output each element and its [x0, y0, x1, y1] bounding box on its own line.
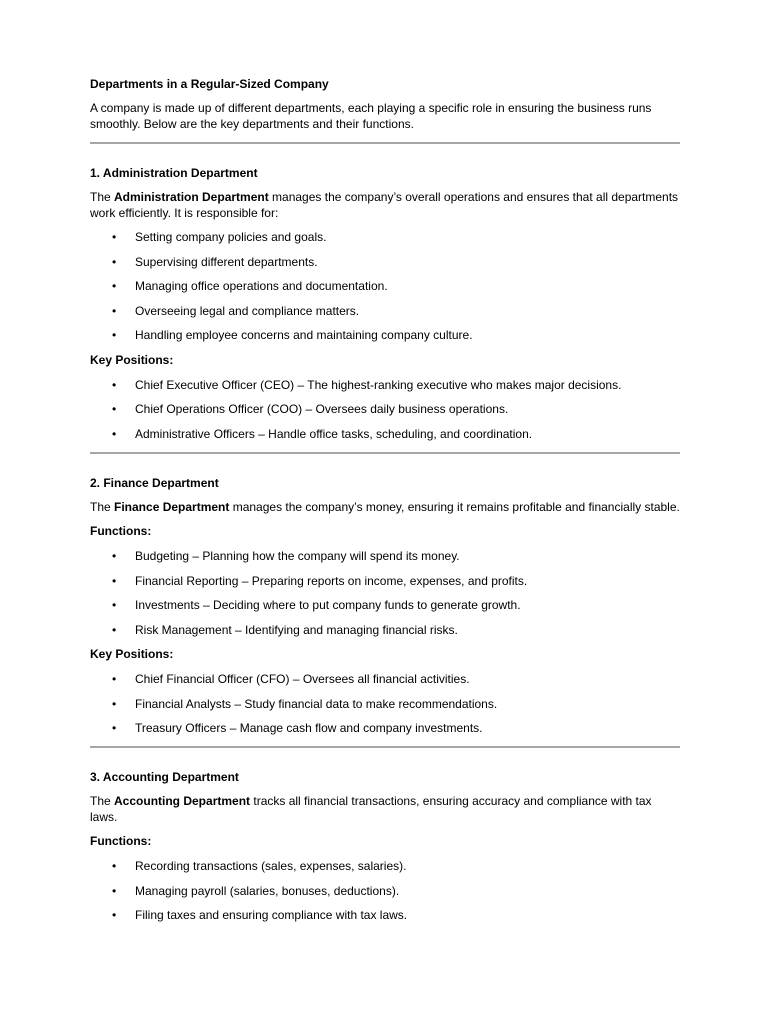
finance-functions-list — [90, 548, 680, 638]
list-item — [90, 858, 680, 874]
document-page — [90, 76, 680, 932]
bullet-icon: • — [112, 598, 117, 612]
list-item — [90, 327, 680, 343]
list-item — [90, 622, 680, 638]
finance-lead-pre: The — [90, 499, 115, 514]
accounting-lead-bold: Accounting Department — [114, 794, 251, 808]
list-item-text: Recording transactions (sales, expenses, salaries). — [135, 859, 407, 873]
accounting-heading: 3. Accounting Department — [90, 770, 239, 784]
bullet-icon: • — [112, 622, 117, 637]
accounting-lead-paragraph — [90, 794, 680, 825]
admin-positions-list — [90, 377, 680, 442]
finance-lead-paragraph — [90, 500, 680, 516]
finance-key-positions-label: Key Positions: — [90, 647, 174, 661]
bullet-icon: • — [112, 303, 117, 318]
finance-lead-bold: Finance Department — [114, 499, 230, 514]
list-item — [90, 303, 680, 319]
list-item-text: Managing payroll (salaries, bonuses, deductions). — [135, 883, 400, 898]
accounting-lead-post: tracks all financial transactions, ensuring accuracy and compliance with tax laws. — [90, 794, 652, 824]
list-item-text: Financial Analysts – Study financial data to make recommendations. — [135, 696, 498, 711]
section-divider — [90, 142, 680, 144]
list-item-text: Setting company policies and goals. — [135, 230, 327, 244]
list-item — [90, 573, 680, 589]
bullet-icon: • — [112, 696, 117, 711]
bullet-icon: • — [112, 859, 117, 873]
list-item-text: Administrative Officers – Handle office tasks, scheduling, and coordination. — [135, 426, 533, 441]
bullet-icon: • — [112, 254, 117, 269]
list-item-text: Risk Management – Identifying and managing financial risks. — [135, 622, 458, 637]
admin-key-positions-label: Key Positions: — [90, 352, 174, 367]
finance-functions-label: Functions: — [90, 524, 152, 538]
list-item-text: Managing office operations and documentation. — [135, 279, 388, 293]
finance-heading: 2. Finance Department — [90, 475, 219, 490]
list-item — [90, 254, 680, 270]
bullet-icon: • — [112, 549, 117, 563]
bullet-icon: • — [112, 230, 117, 244]
document-title: Departments in a Regular-Sized Company — [90, 77, 329, 91]
admin-lead-pre: The — [90, 190, 115, 204]
bullet-icon: • — [112, 328, 117, 342]
list-item — [90, 597, 680, 613]
section-divider — [90, 746, 680, 748]
list-item-text: Investments – Deciding where to put company funds to generate growth. — [135, 598, 521, 612]
bullet-icon: • — [112, 402, 117, 416]
bullet-icon: • — [112, 721, 117, 735]
bullet-icon: • — [112, 279, 117, 293]
list-item-text: Chief Financial Officer (CFO) – Oversees all financial activities. — [135, 672, 470, 686]
admin-responsibilities-list — [90, 229, 680, 343]
list-item-text: Supervising different departments. — [135, 254, 318, 269]
list-item-text: Financial Reporting – Preparing reports on income, expenses, and profits. — [135, 573, 528, 588]
intro-paragraph: A company is made up of different departments, each playing a specific role in ensuring the business runs smoothly. Below are the key departments and their functions. — [90, 101, 652, 131]
list-item-text: Treasury Officers – Manage cash flow and company investments. — [135, 721, 483, 735]
list-item — [90, 720, 680, 736]
finance-lead-post: manages the company’s money, ensuring it remains profitable and financially stable. — [229, 499, 680, 514]
list-item-text: Chief Executive Officer (CEO) – The highest-ranking executive who makes major decisions. — [135, 377, 622, 392]
admin-lead-bold: Administration Department — [114, 190, 269, 204]
bullet-icon: • — [112, 573, 117, 588]
list-item — [90, 229, 680, 245]
list-item-text: Chief Operations Officer (COO) – Oversees daily business operations. — [135, 402, 509, 416]
list-item-text: Budgeting – Planning how the company will spend its money. — [135, 549, 460, 563]
accounting-functions-list — [90, 858, 680, 923]
list-item — [90, 548, 680, 564]
list-item — [90, 426, 680, 442]
list-item — [90, 883, 680, 899]
bullet-icon: • — [112, 377, 117, 392]
bullet-icon: • — [112, 908, 117, 922]
bullet-icon: • — [112, 426, 117, 441]
accounting-functions-label: Functions: — [90, 834, 152, 848]
accounting-lead-pre: The — [90, 794, 115, 808]
admin-lead-paragraph — [90, 190, 680, 221]
bullet-icon: • — [112, 883, 117, 898]
list-item — [90, 696, 680, 712]
list-item — [90, 907, 680, 923]
list-item-text: Filing taxes and ensuring compliance with tax laws. — [135, 908, 408, 922]
section-divider — [90, 452, 680, 454]
bullet-icon: • — [112, 672, 117, 686]
admin-heading: 1. Administration Department — [90, 166, 258, 180]
list-item — [90, 671, 680, 687]
list-item — [90, 401, 680, 417]
list-item-text: Handling employee concerns and maintaining company culture. — [135, 328, 473, 342]
list-item — [90, 278, 680, 294]
list-item-text: Overseeing legal and compliance matters. — [135, 303, 360, 318]
list-item — [90, 377, 680, 393]
finance-positions-list — [90, 671, 680, 736]
admin-lead-post: manages the company’s overall operations and ensures that all departments work efficiently. It is responsible for: — [90, 190, 679, 220]
